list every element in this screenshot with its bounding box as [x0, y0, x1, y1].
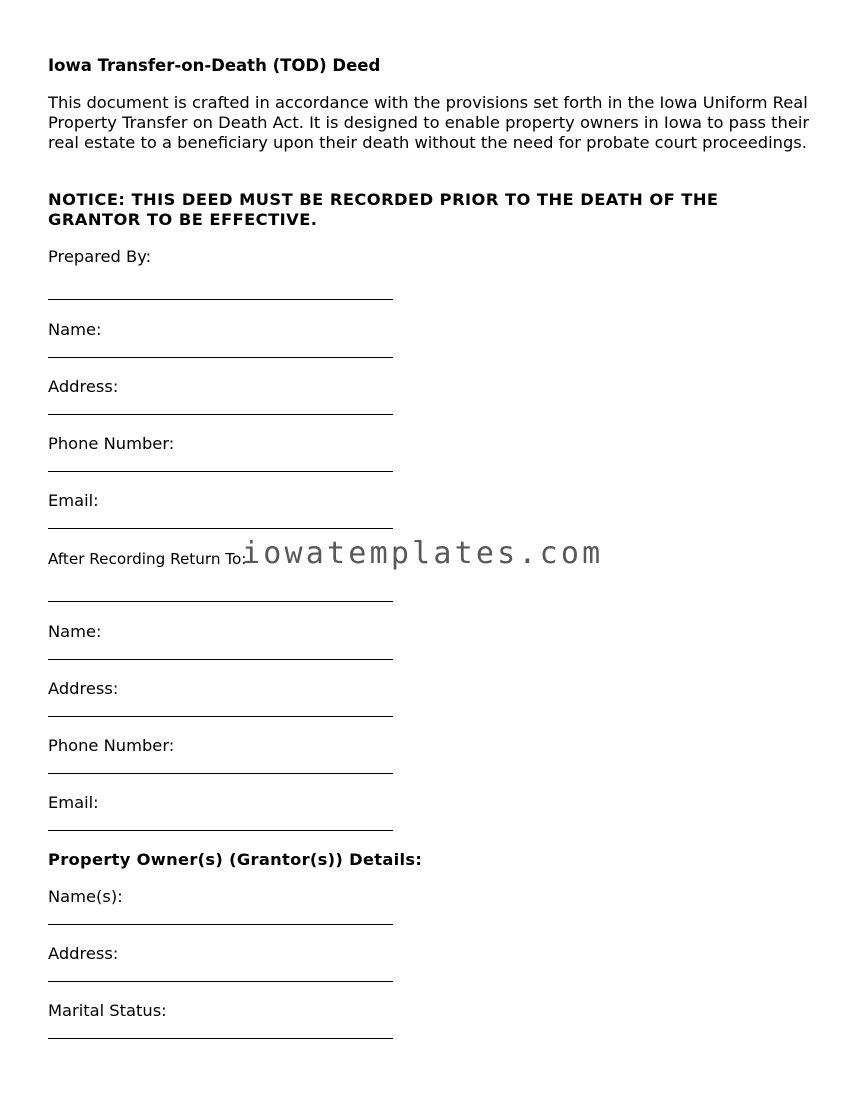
- prepared-by-heading: Prepared By:: [48, 247, 152, 266]
- grantor-address-line[interactable]: [48, 981, 393, 982]
- return-to-line[interactable]: [48, 601, 393, 602]
- recording-notice: NOTICE: THIS DEED MUST BE RECORDED PRIOR TO THE DEATH OF THE GRANTOR TO BE EFFECTIVE.: [48, 190, 719, 229]
- grantor-marital-line[interactable]: [48, 1038, 393, 1039]
- return-to-email-line[interactable]: [48, 830, 393, 831]
- return-to-name-label: Name:: [48, 622, 102, 641]
- return-to-name-line[interactable]: [48, 659, 393, 660]
- prepared-by-email-line[interactable]: [48, 528, 393, 529]
- prepared-by-phone-label: Phone Number:: [48, 434, 175, 453]
- grantor-marital-label: Marital Status:: [48, 1001, 167, 1020]
- prepared-by-phone-line[interactable]: [48, 471, 393, 472]
- prepared-by-email-label: Email:: [48, 491, 99, 510]
- return-to-address-label: Address:: [48, 679, 119, 698]
- prepared-by-address-label: Address:: [48, 377, 119, 396]
- grantor-names-line[interactable]: [48, 924, 393, 925]
- grantor-address-label: Address:: [48, 944, 119, 963]
- prepared-by-line[interactable]: [48, 299, 393, 300]
- return-to-address-line[interactable]: [48, 716, 393, 717]
- document-title: Iowa Transfer-on-Death (TOD) Deed: [48, 56, 381, 75]
- intro-paragraph: This document is crafted in accordance with the provisions set forth in the Iowa Uniform Real Property Transfer on Death Act. It is designed to enable property owners in Iowa to pass their real estate to a beneficiary upon their death without the need for probate court proceedings.: [48, 93, 810, 153]
- return-to-heading: After Recording Return To:: [48, 550, 247, 568]
- return-to-phone-label: Phone Number:: [48, 736, 175, 755]
- return-to-phone-line[interactable]: [48, 773, 393, 774]
- grantor-details-heading: Property Owner(s) (Grantor(s)) Details:: [48, 850, 423, 869]
- prepared-by-address-line[interactable]: [48, 414, 393, 415]
- prepared-by-name-label: Name:: [48, 320, 102, 339]
- watermark: iowatemplates.com: [242, 536, 604, 571]
- grantor-names-label: Name(s):: [48, 887, 123, 906]
- return-to-email-label: Email:: [48, 793, 99, 812]
- prepared-by-name-line[interactable]: [48, 357, 393, 358]
